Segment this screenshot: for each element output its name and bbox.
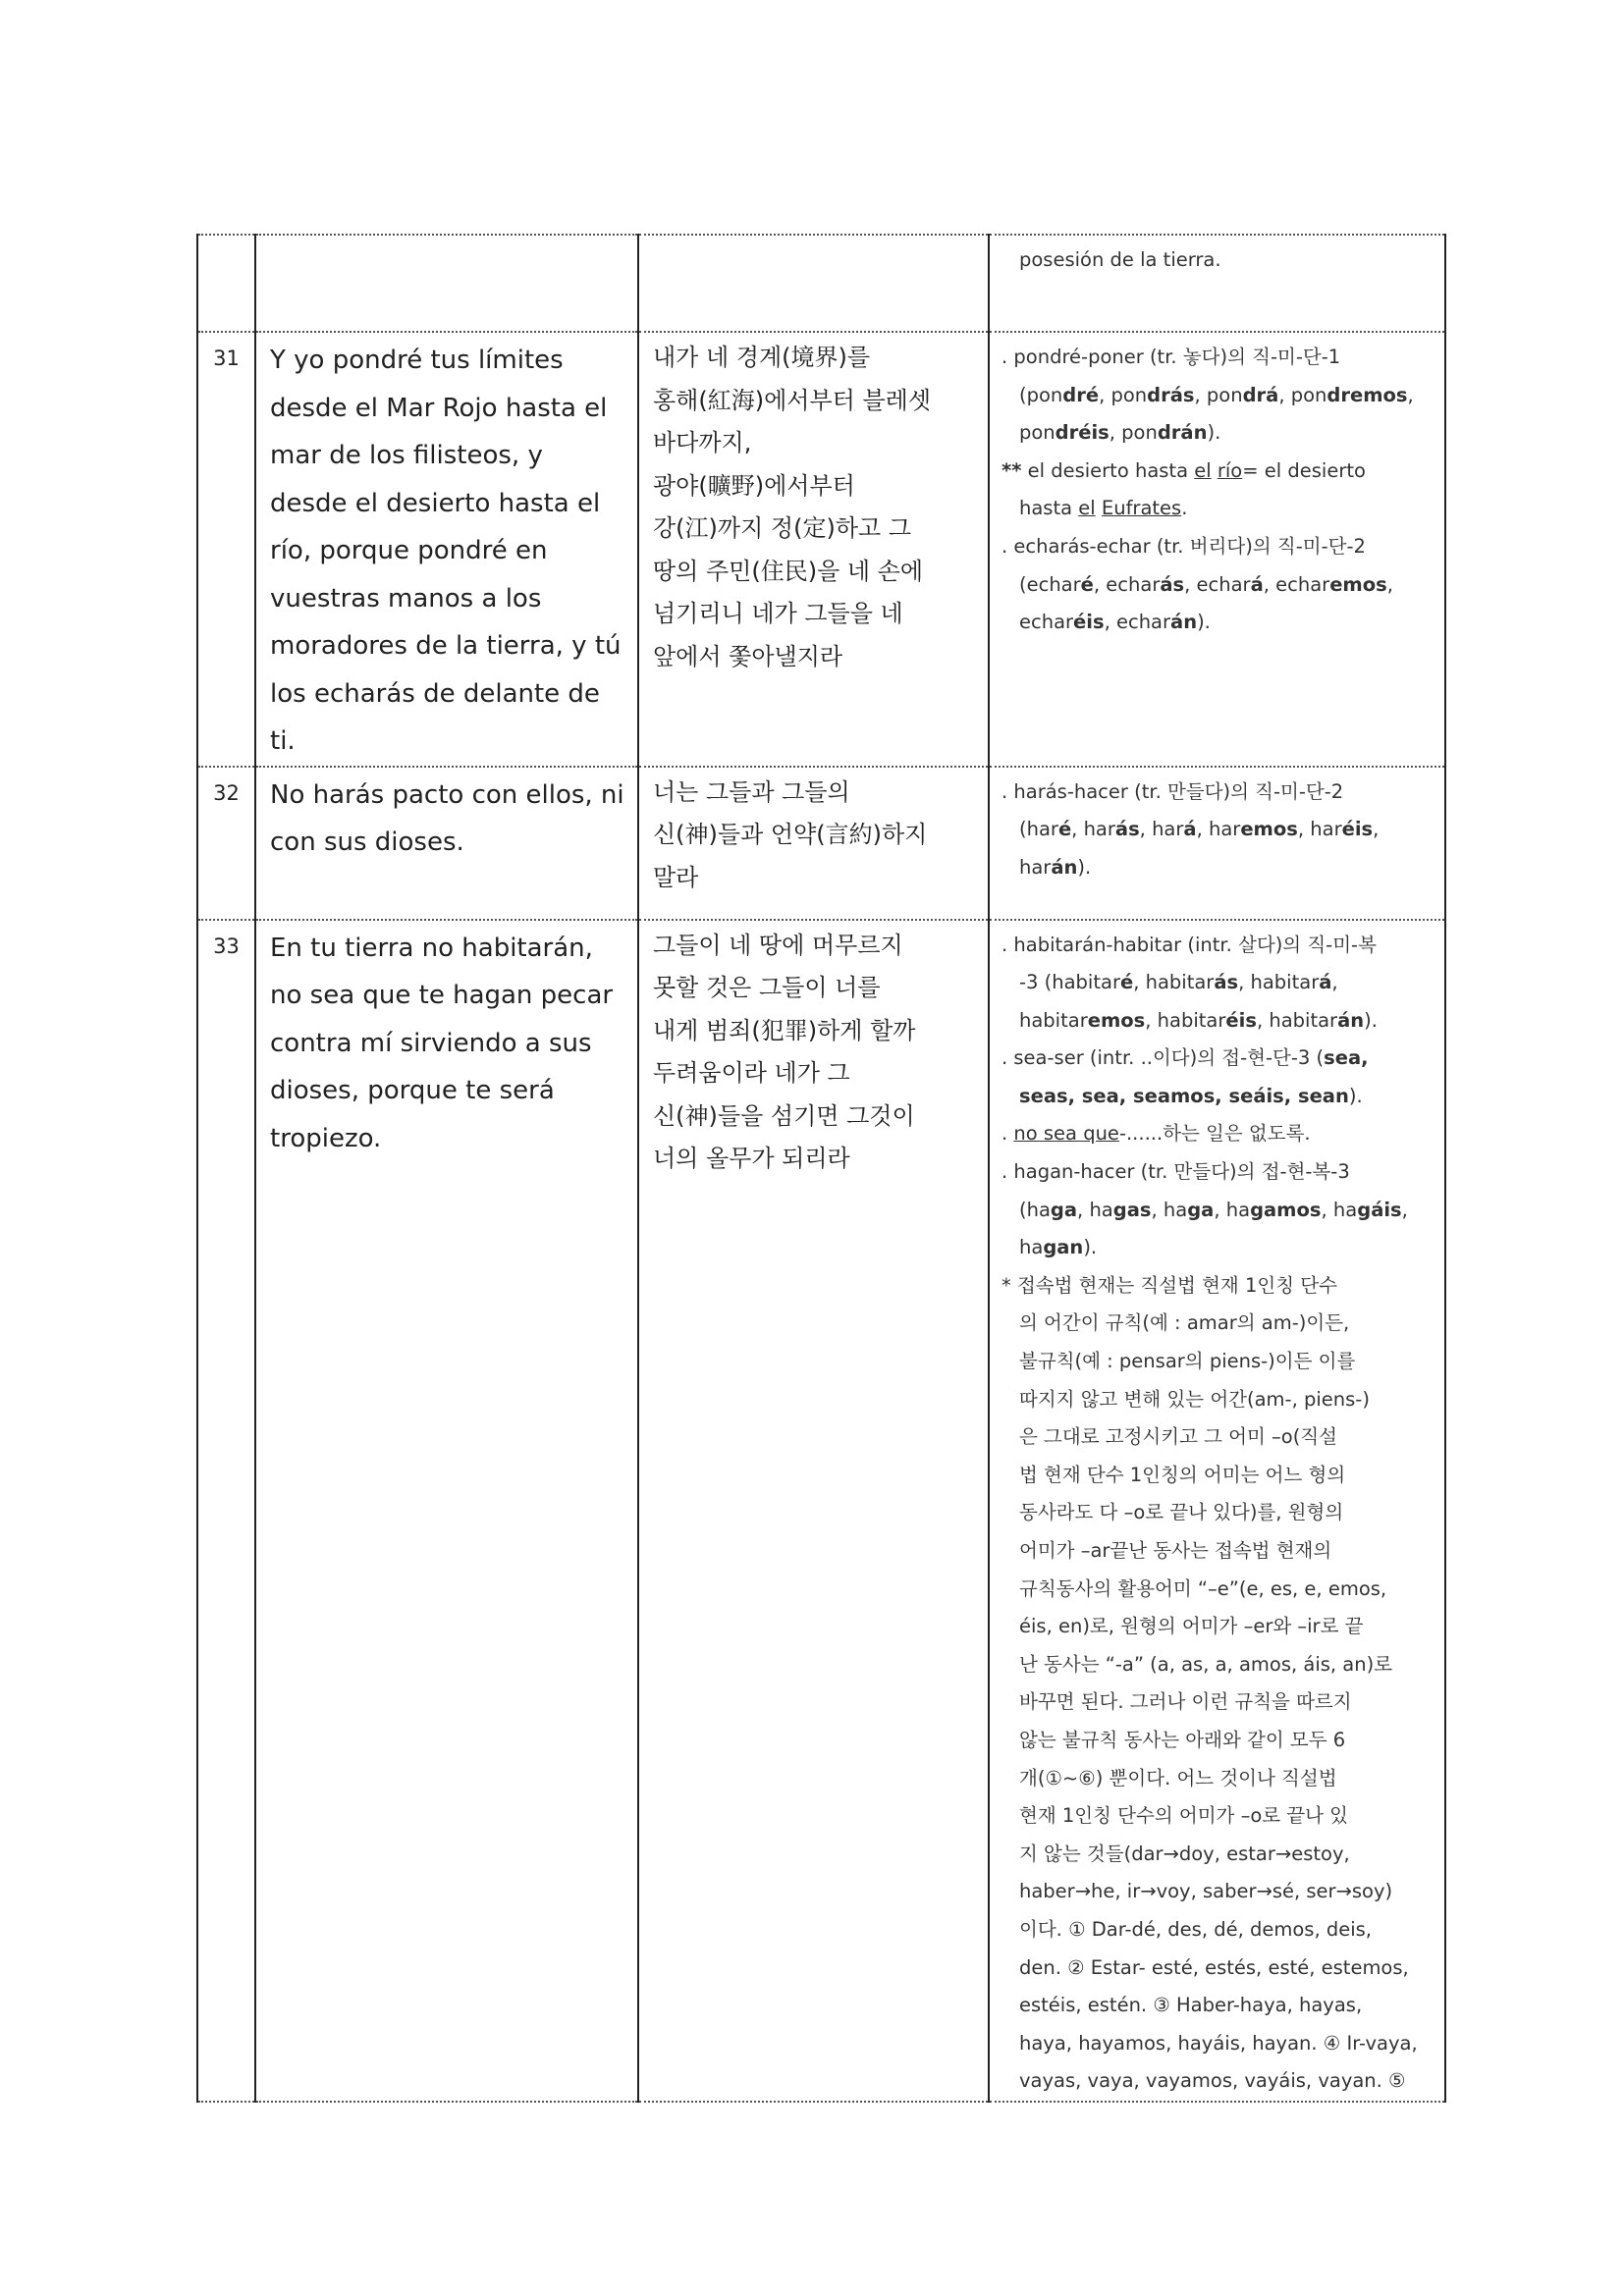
korean-line: 신(神)들과 언약(言約)하지: [653, 821, 928, 848]
note-line: pondréis, pondrán).: [1019, 421, 1221, 445]
note-line: * 접속법 현재는 직설법 현재 1인칭 단수: [1001, 1273, 1337, 1297]
note-line: 바꾸면 된다. 그러나 이런 규칙을 따르지: [1019, 1690, 1352, 1714]
note-line: 개(①~⑥) 뿐이다. 어느 것이나 직설법: [1019, 1766, 1337, 1789]
note-line: (haré, harás, hará, haremos, haréis,: [1019, 818, 1380, 841]
note-line: echaréis, echarán).: [1019, 611, 1211, 634]
spanish-text: [255, 235, 638, 332]
note-line: . no sea que-......하는 일은 없도록.: [1001, 1122, 1311, 1146]
note-line: haber→he, ir→voy, saber→sé, ser→soy): [1019, 1880, 1393, 1903]
korean-text: [638, 767, 989, 920]
note-line: seas, sea, seamos, seáis, sean).: [1019, 1084, 1363, 1107]
note-line: . habitarán-habitar (intr. 살다)의 직-미-복: [1001, 933, 1377, 956]
note-line: 현재 1인칭 단수의 어미가 –o로 끝나 있: [1019, 1804, 1348, 1828]
korean-text: [638, 920, 989, 2102]
verse-number: 32: [197, 767, 255, 920]
korean-line: 두려움이라 네가 그: [653, 1059, 850, 1087]
note-line: 지 않는 것들(dar→doy, estar→estoy,: [1019, 1842, 1350, 1865]
note-line: ** el desierto hasta el río= el desierto: [1001, 458, 1366, 482]
korean-text: [638, 332, 989, 767]
note-line: hagan).: [1019, 1236, 1098, 1259]
verse-number: [197, 235, 255, 332]
note-line: 법 현재 단수 1인칭의 어미는 어느 형의: [1019, 1463, 1346, 1486]
verse-number: 31: [197, 332, 255, 767]
note-line: 따지지 않고 변해 있는 어간(am-, piens-): [1019, 1387, 1370, 1411]
korean-line: 강(江)까지 정(定)하고 그: [653, 514, 911, 542]
table-row: [197, 235, 1445, 332]
spanish-text: En tu tierra no habitarán, no sea que te hagan pecar contra mí sirviendo a sus dioses, porque te será tropiezo.: [255, 920, 638, 2102]
spanish-text: No harás pacto con ellos, ni con sus dioses.: [255, 767, 638, 920]
grammar-notes: [989, 235, 1445, 332]
note-line: habitaremos, habitaréis, habitarán).: [1019, 1008, 1378, 1032]
note-line: 불규칙(예 : pensar의 piens-)이든 이를: [1019, 1350, 1356, 1373]
korean-line: 너는 그들과 그들의: [653, 777, 850, 806]
note-line: . sea-ser (intr. ..이다)의 접-현-단-3 (sea,: [1001, 1046, 1369, 1070]
grammar-notes: [989, 332, 1445, 767]
note-line: éis, en)로, 원형의 어미가 –er와 –ir로 끝: [1019, 1615, 1364, 1638]
note-line: 의 어간이 규칙(예 : amar의 am-)이든,: [1019, 1311, 1350, 1335]
note-line: estéis, estén. ③ Haber-haya, hayas,: [1019, 1994, 1363, 2017]
note-line: . echarás-echar (tr. 버리다)의 직-미-단-2: [1001, 534, 1366, 558]
note-line: vayas, vaya, vayamos, vayáis, vayan. ⑤: [1019, 2069, 1406, 2093]
note-line: 이다. ① Dar-dé, des, dé, demos, deis,: [1019, 1917, 1373, 1941]
grammar-notes: [989, 920, 1445, 2102]
note-line: . harás-hacer (tr. 만들다)의 직-미-단-2: [1001, 779, 1344, 803]
korean-line: 넘기리니 네가 그들을 네: [653, 600, 903, 627]
spanish-text: Y yo pondré tus límites desde el Mar Rojo hasta el mar de los filisteos, y desde el desierto hasta el río, porque pondré en vuestras manos a los moradores de la tierra, y tú los echarás de delante de ti.: [255, 332, 638, 767]
table-row: [197, 767, 1445, 920]
note-line: -3 (habitaré, habitarás, habitará,: [1019, 971, 1338, 994]
korean-line: 광야(曠野)에서부터: [653, 471, 855, 500]
note-line: posesión de la tierra.: [1019, 248, 1221, 271]
note-line: hasta el Eufrates.: [1019, 497, 1188, 520]
note-line: 동사라도 다 –o로 끝나 있다)를, 원형의: [1019, 1501, 1344, 1524]
korean-line: 너의 올무가 되리라: [653, 1145, 850, 1172]
note-line: haya, hayamos, hayáis, hayan. ④ Ir-vaya,: [1019, 2031, 1418, 2055]
note-line: (pondré, pondrás, pondrá, pondremos,: [1019, 383, 1414, 406]
korean-text: [638, 235, 989, 332]
korean-line: 바다까지,: [653, 429, 752, 456]
note-line: (haga, hagas, haga, hagamos, hagáis,: [1019, 1198, 1408, 1221]
korean-line: 내게 범죄(犯罪)하게 할까: [653, 1016, 916, 1044]
note-line: harán).: [1019, 855, 1092, 879]
korean-line: 못할 것은 그들이 너를: [653, 974, 881, 1001]
note-line: 않는 불규칙 동사는 아래와 같이 모두 6: [1019, 1728, 1346, 1751]
korean-line: 땅의 주민(住民)을 네 손에: [653, 557, 924, 585]
note-line: (echaré, echarás, echará, echaremos,: [1019, 572, 1393, 596]
korean-line: 앞에서 쫓아낼지라: [653, 642, 843, 670]
verse-number: 33: [197, 920, 255, 2102]
note-line: 은 그대로 고정시키고 그 어미 –o(직설: [1019, 1425, 1337, 1449]
korean-line: 신(神)들을 섬기면 그것이: [653, 1101, 915, 1130]
grammar-notes: [989, 767, 1445, 920]
table-row: [197, 920, 1445, 2102]
note-line: den. ② Estar- esté, estés, esté, estemos,: [1019, 1955, 1409, 1979]
note-line: . pondré-poner (tr. 놓다)의 직-미-단-1: [1001, 346, 1341, 368]
korean-line: 홍해(紅海)에서부터 블레셋: [653, 386, 932, 414]
verse-table: [196, 234, 1446, 2103]
table-row: [197, 332, 1445, 767]
korean-line: 그들이 네 땅에 머무르지: [653, 931, 903, 959]
korean-line: 말라: [653, 863, 699, 891]
note-line: 규칙동사의 활용어미 “–e”(e, es, e, emos,: [1019, 1576, 1387, 1600]
korean-line: 내가 네 경계(境界)를: [653, 344, 871, 371]
note-line: 어미가 –ar끝난 동사는 접속법 현재의: [1019, 1539, 1332, 1562]
note-line: 난 동사는 “-a” (a, as, a, amos, áis, an)로: [1019, 1652, 1393, 1676]
note-line: . hagan-hacer (tr. 만들다)의 접-현-복-3: [1001, 1160, 1350, 1184]
